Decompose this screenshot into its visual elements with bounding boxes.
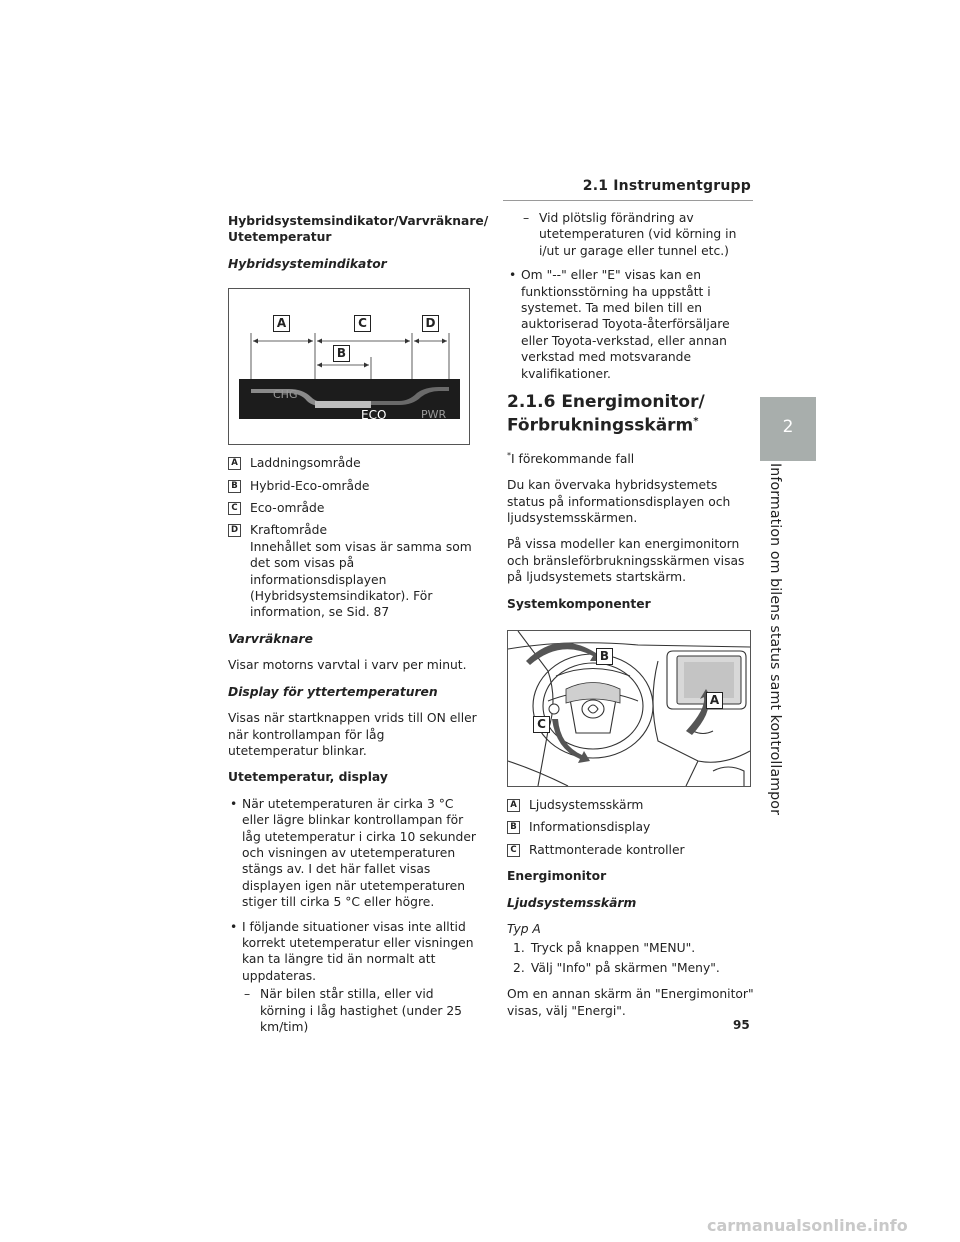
bar-text-pwr: PWR <box>421 408 447 422</box>
tachometer-subheading: Varvräknare <box>228 631 313 646</box>
label-B-box: B <box>333 345 350 362</box>
step-1 <box>507 940 755 956</box>
energy-monitor-intro: Du kan övervaka hybridsystemets status på informationsdisplayen och ljudsystemsskärmen. <box>507 478 731 526</box>
bar-text-chg: CHG <box>273 388 298 402</box>
step-2-number: 2. <box>513 960 525 975</box>
dash-mark: – <box>244 987 251 1002</box>
legend-item-a <box>228 455 478 471</box>
page-number: 95 <box>733 1018 750 1032</box>
footnote-text: I förekommande fall <box>511 451 635 466</box>
hybrid-indicator-heading: Hybridsystemsindikator/Varvräknare/ Utetemperatur <box>228 214 489 245</box>
legend-key-a: A <box>228 457 241 470</box>
energy-monitor-section-heading <box>507 392 755 436</box>
component-legend-text-b: Informationsdisplay <box>529 820 651 835</box>
energy-monitor-heading: Energimonitor <box>507 869 607 884</box>
step-1-number: 1. <box>513 940 525 955</box>
step-2-text: Välj "Info" på skärmen "Meny". <box>530 960 720 975</box>
outside-temp-subheading: Display för yttertemperaturen <box>228 684 438 699</box>
hybrid-indicator-subheading: Hybridsystemindikator <box>228 256 387 271</box>
legend-text-c: Eco-område <box>250 501 325 516</box>
component-legend-key-a: A <box>507 799 520 812</box>
legend-item-b <box>228 478 478 494</box>
step-2 <box>507 960 755 976</box>
legend-key-d: D <box>228 524 241 537</box>
hybrid-indicator-figure <box>228 288 470 445</box>
section-heading-text: 2.1.6 Energimonitor/ Förbrukningsskärm <box>507 392 705 436</box>
label-C-box: C <box>354 315 371 332</box>
dash-1-text: När bilen står stilla, eller vid körning i låg hastighet (under 25 km/tim) <box>260 987 462 1034</box>
audio-screen-subheading: Ljudsystemsskärm <box>507 895 637 910</box>
chapter-title: Information om bilens status samt kontrollampor <box>767 463 783 816</box>
component-legend-text-a: Ljudsystemsskärm <box>529 798 644 813</box>
section-heading-mark: * <box>693 416 699 428</box>
legend-text-d-extra: Innehållet som visas är samma som det som visas på informationsdisplayen (Hybridsystemsindikator). För information, se Sid. 87 <box>250 539 472 620</box>
page-header <box>503 178 753 202</box>
watermark: carmanualsonline.info <box>707 1216 908 1235</box>
system-components-heading: Systemkomponenter <box>507 596 651 611</box>
chapter-tab <box>760 397 816 461</box>
legend-text-a: Laddningsområde <box>250 456 361 471</box>
outside-temp-display-heading: Utetemperatur, display <box>228 770 388 785</box>
component-label-b: B <box>596 648 613 665</box>
type-a-label: Typ A <box>507 922 541 937</box>
component-label-a: A <box>706 692 723 709</box>
component-legend-key-b: B <box>507 821 520 834</box>
availability-footnote <box>507 448 755 468</box>
component-legend-a <box>507 797 755 813</box>
component-legend-c <box>507 842 755 858</box>
legend-item-d <box>228 522 478 620</box>
legend-text-b: Hybrid-Eco-område <box>250 478 370 493</box>
outside-temp-dash-2 <box>507 210 755 259</box>
legend-text-d: Kraftområde <box>250 523 328 538</box>
component-legend-key-c: C <box>507 844 520 857</box>
component-legend-text-c: Rattmonterade kontroller <box>529 842 685 857</box>
header-rule <box>503 200 753 201</box>
component-legend-b <box>507 819 755 835</box>
left-column <box>228 213 489 1043</box>
outside-temp-bullet-2: • I följande situationer visas inte alltid korrekt utetemperatur eller visningen kan ta längre tid än normalt att uppdateras. <box>228 919 478 985</box>
section-title: 2.1 Instrumentgrupp <box>582 178 751 194</box>
chapter-number: 2 <box>782 417 794 437</box>
outside-temp-dash-1 <box>228 986 478 1035</box>
dash-mark: – <box>523 211 530 225</box>
bar-text-eco: ECO <box>361 408 387 423</box>
footnote-mark: * <box>507 450 511 460</box>
label-A-box: A <box>273 315 290 332</box>
system-components-figure <box>507 630 751 787</box>
label-D-box: D <box>422 315 439 332</box>
legend-key-b: B <box>228 480 241 493</box>
step-1-text: Tryck på knappen "MENU". <box>530 940 696 955</box>
outside-temp-text: Visas när startknappen vrids till ON eller när kontrollampan för låg utetemperatur blinkar. <box>228 711 477 758</box>
malfunction-bullet: • Om "--" eller "E" visas kan en funktionsstörning ha uppstått i systemet. Ta med bilen till en auktoriserad Toyota-återförsäljare eller Toyota-verkstad, eller annan verkstad med motsvarande kvalifikationer. <box>507 267 755 382</box>
tachometer-text: Visar motorns varvtal i varv per minut. <box>228 658 467 673</box>
select-energy-text: Om en annan skärm än "Energimonitor" visas, välj "Energi". <box>507 987 754 1018</box>
right-column <box>507 210 755 1029</box>
energy-monitor-startscreen-text: På vissa modeller kan energimonitorn och bränsleförbrukningsskärmen visas på ljudsystemets startskärm. <box>507 537 745 585</box>
legend-key-c: C <box>228 502 241 515</box>
outside-temp-bullet-1: • När utetemperaturen är cirka 3 °C eller lägre blinkar kontrollampan för låg utetemperatur i cirka 10 sekunder och visningen av utetemperaturen stängs av. I det här fallet visas displayen igen när utetemperaturen stiger till cirka 5 °C eller högre. <box>228 796 478 911</box>
component-label-c: C <box>533 716 550 733</box>
dash-2-text: Vid plötslig förändring av utetemperaturen (vid körning in i/ut ur garage eller tunnel etc.) <box>539 211 737 258</box>
legend-item-c <box>228 500 478 516</box>
